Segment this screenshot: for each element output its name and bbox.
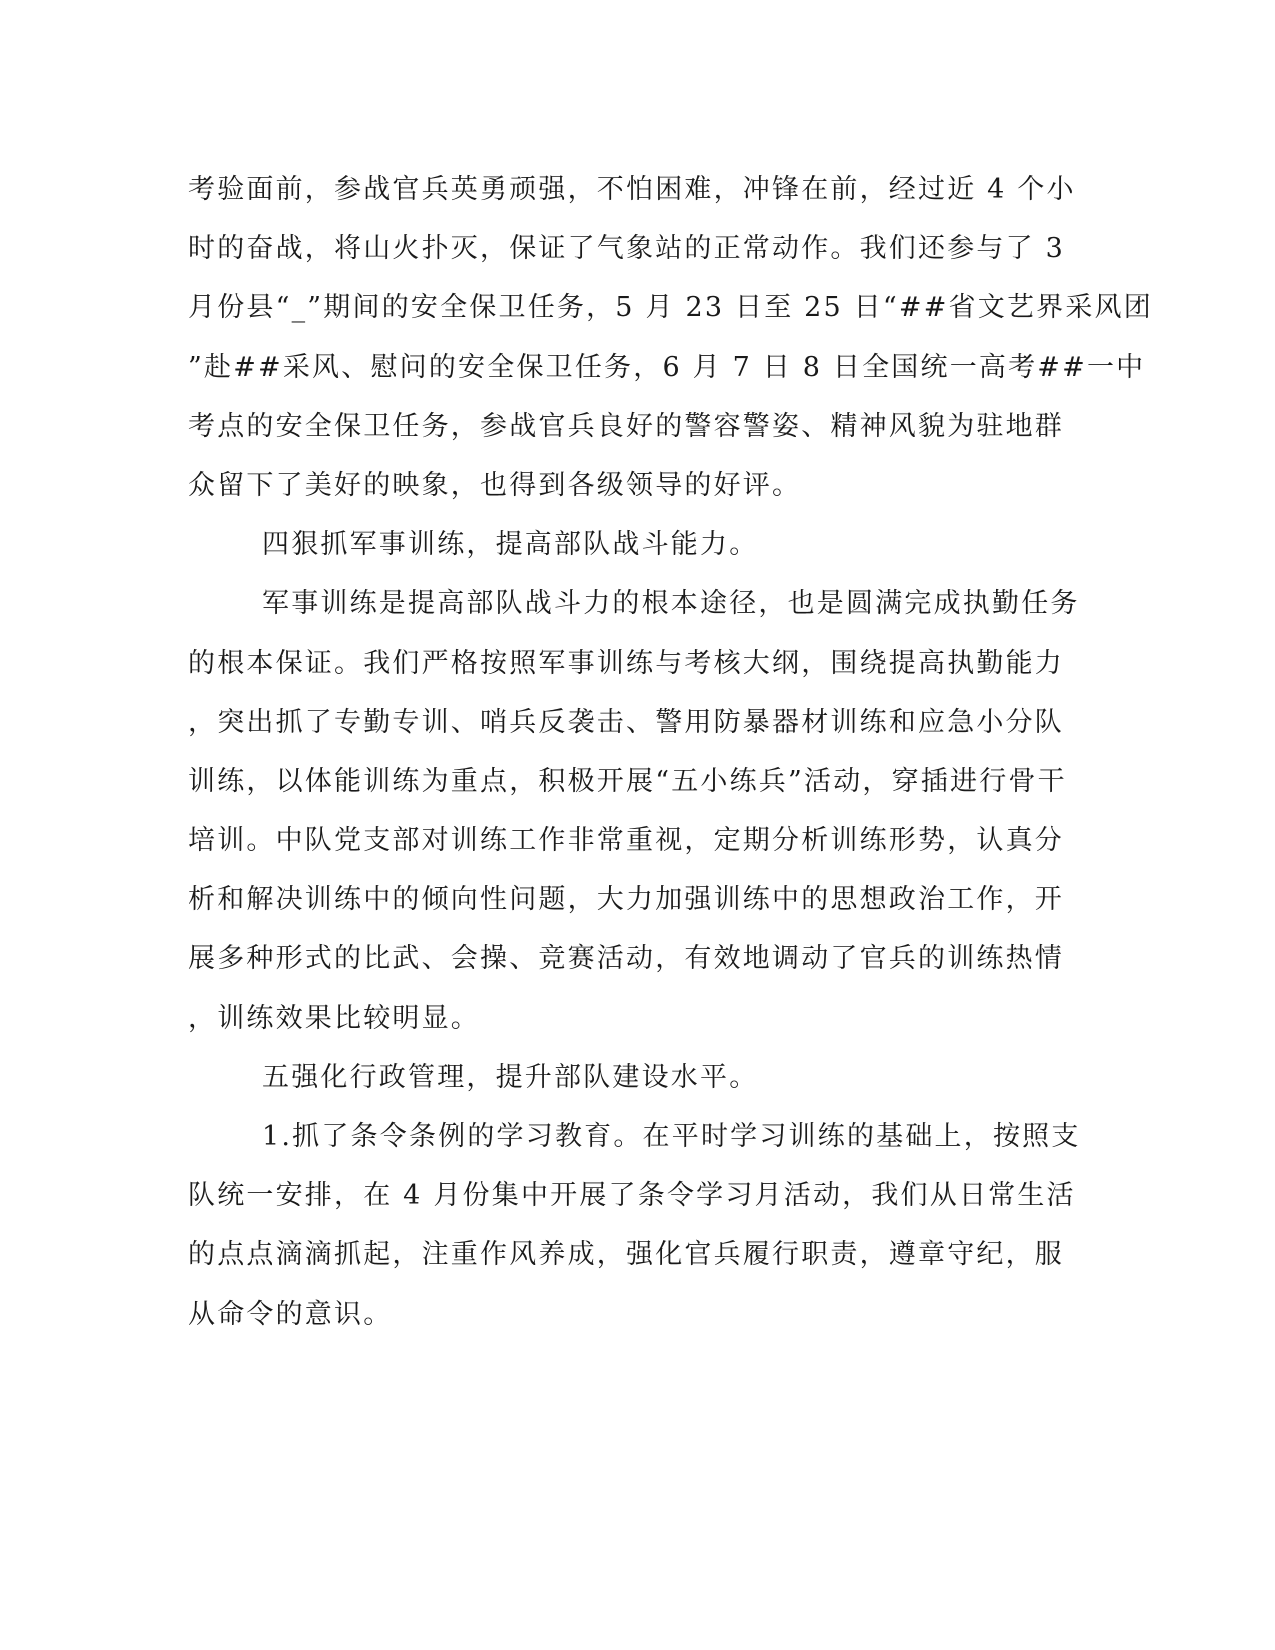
text-line: 月份县“_”期间的安全保卫任务，5 月 23 日至 25 日“##省文艺界采风团 bbox=[188, 292, 1153, 324]
text-line: 从命令的意识。 bbox=[188, 1298, 393, 1330]
text-line: 军事训练是提高部队战斗力的根本途径，也是圆满完成执勤任务 bbox=[262, 588, 1080, 620]
text-line: 考点的安全保卫任务，参战官兵良好的警容警姿、精神风貌为驻地群 bbox=[188, 410, 1064, 442]
text-line: 析和解决训练中的倾向性问题，大力加强训练中的思想政治工作，开 bbox=[188, 884, 1064, 916]
text-line: 的点点滴滴抓起，注重作风养成，强化官兵履行职责，遵章守纪，服 bbox=[188, 1239, 1064, 1271]
text-line: ，突出抓了专勤专训、哨兵反袭击、警用防暴器材训练和应急小分队 bbox=[188, 706, 1064, 738]
text-line: 1.抓了条令条例的学习教育。在平时学习训练的基础上，按照支 bbox=[262, 1121, 1081, 1152]
document-body bbox=[188, 160, 1153, 1344]
section-heading: 五强化行政管理，提升部队建设水平。 bbox=[262, 1061, 759, 1093]
section-heading: 四狠抓军事训练，提高部队战斗能力。 bbox=[262, 529, 759, 561]
text-line: 时的奋战，将山火扑灭，保证了气象站的正常动作。我们还参与了 3 bbox=[188, 233, 1065, 265]
text-line: ，训练效果比较明显。 bbox=[188, 1002, 480, 1034]
text-line: 队统一安排，在 4 月份集中开展了条令学习月活动，我们从日常生活 bbox=[188, 1180, 1076, 1212]
text-line: 的根本保证。我们严格按照军事训练与考核大纲，围绕提高执勤能力 bbox=[188, 647, 1064, 679]
text-line: 训练，以体能训练为重点，积极开展“五小练兵”活动，穿插进行骨干 bbox=[188, 765, 1067, 797]
text-line: 展多种形式的比武、会操、竞赛活动，有效地调动了官兵的训练热情 bbox=[188, 943, 1064, 975]
text-line: 考验面前，参战官兵英勇顽强，不怕困难，冲锋在前，经过近 4 个小 bbox=[188, 174, 1076, 205]
text-line: 众留下了美好的映象，也得到各级领导的好评。 bbox=[188, 469, 802, 501]
text-line: ”赴##采风、慰问的安全保卫任务，6 月 7 日 8 日全国统一高考##一中 bbox=[188, 351, 1146, 383]
text-line: 培训。中队党支部对训练工作非常重视，定期分析训练形势，认真分 bbox=[188, 825, 1064, 857]
